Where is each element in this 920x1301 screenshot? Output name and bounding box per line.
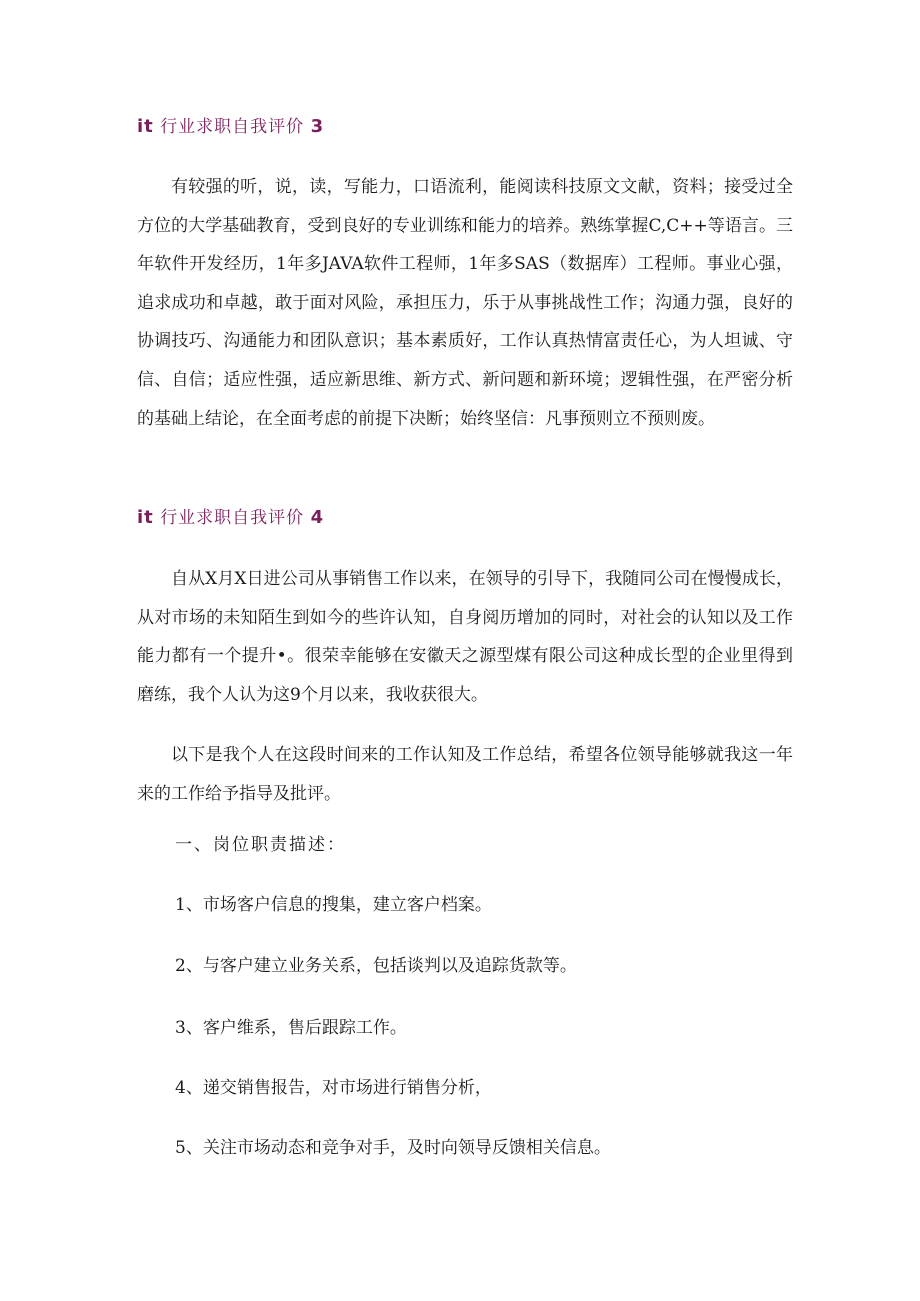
heading-prefix: it [137,507,154,528]
self-evaluation-paragraph-3: 有较强的听，说，读，写能力，口语流利，能阅读科技原文文献，资料；接受过全方位的大学基础教育，受到良好的专业训练和能力的培养。熟练掌握C,C++等语言。三年软件开发经历，1年多JAVA软件工程师，1年多SAS（数据库）工程师。事业心强，追求成功和卓越，敢于面对风险，承担压力，乐于从事挑战性工作；沟通力强，良好的协调技巧、沟通能力和团队意识；基本素质好，工作认真热情富责任心，为人坦诚、守信、自信；适应性强，适应新思维、新方式、新问题和新环境；逻辑性强，在严密分析的基础上结论，在全面考虑的前提下决断；始终坚信：凡事预则立不预则废。 [137,177,793,429]
intro-paragraph: 自从X月X日进公司从事销售工作以来，在领导的引导下，我随同公司在慢慢成长，从对市场的未知陌生到如今的些许认知，自身阅历增加的同时，对社会的认知以及工作能力都有一个提升•。很荣幸能够在安徽天之源型煤有限公司这种成长型的企业里得到磨练，我个人认为这9个月以来，我收获很大。 [137,569,793,705]
duty-item-4: 4、递交销售报告，对市场进行销售分析， [175,1078,492,1098]
duty-item-5: 5、关注市场动态和竞争对手，及时向领导反馈相关信息。 [175,1138,611,1158]
heading-number: 3 [310,116,325,137]
heading-text: 行业求职自我评价 [160,117,305,137]
duty-item-1: 1、市场客户信息的搜集，建立客户档案。 [175,895,492,915]
section-heading-3 [137,112,324,137]
heading-number: 4 [310,507,325,528]
heading-prefix: it [137,116,154,137]
heading-text: 行业求职自我评价 [160,508,305,528]
duty-title: 一、岗位职责描述： [175,835,346,855]
duty-item-3: 3、客户维系，售后跟踪工作。 [175,1018,407,1038]
duty-item-2: 2、与客户建立业务关系，包括谈判以及追踪货款等。 [175,956,577,976]
summary-paragraph: 以下是我个人在这段时间来的工作认知及工作总结，希望各位领导能够就我这一年来的工作给予指导及批评。 [137,745,793,804]
section-heading-4 [137,503,324,528]
